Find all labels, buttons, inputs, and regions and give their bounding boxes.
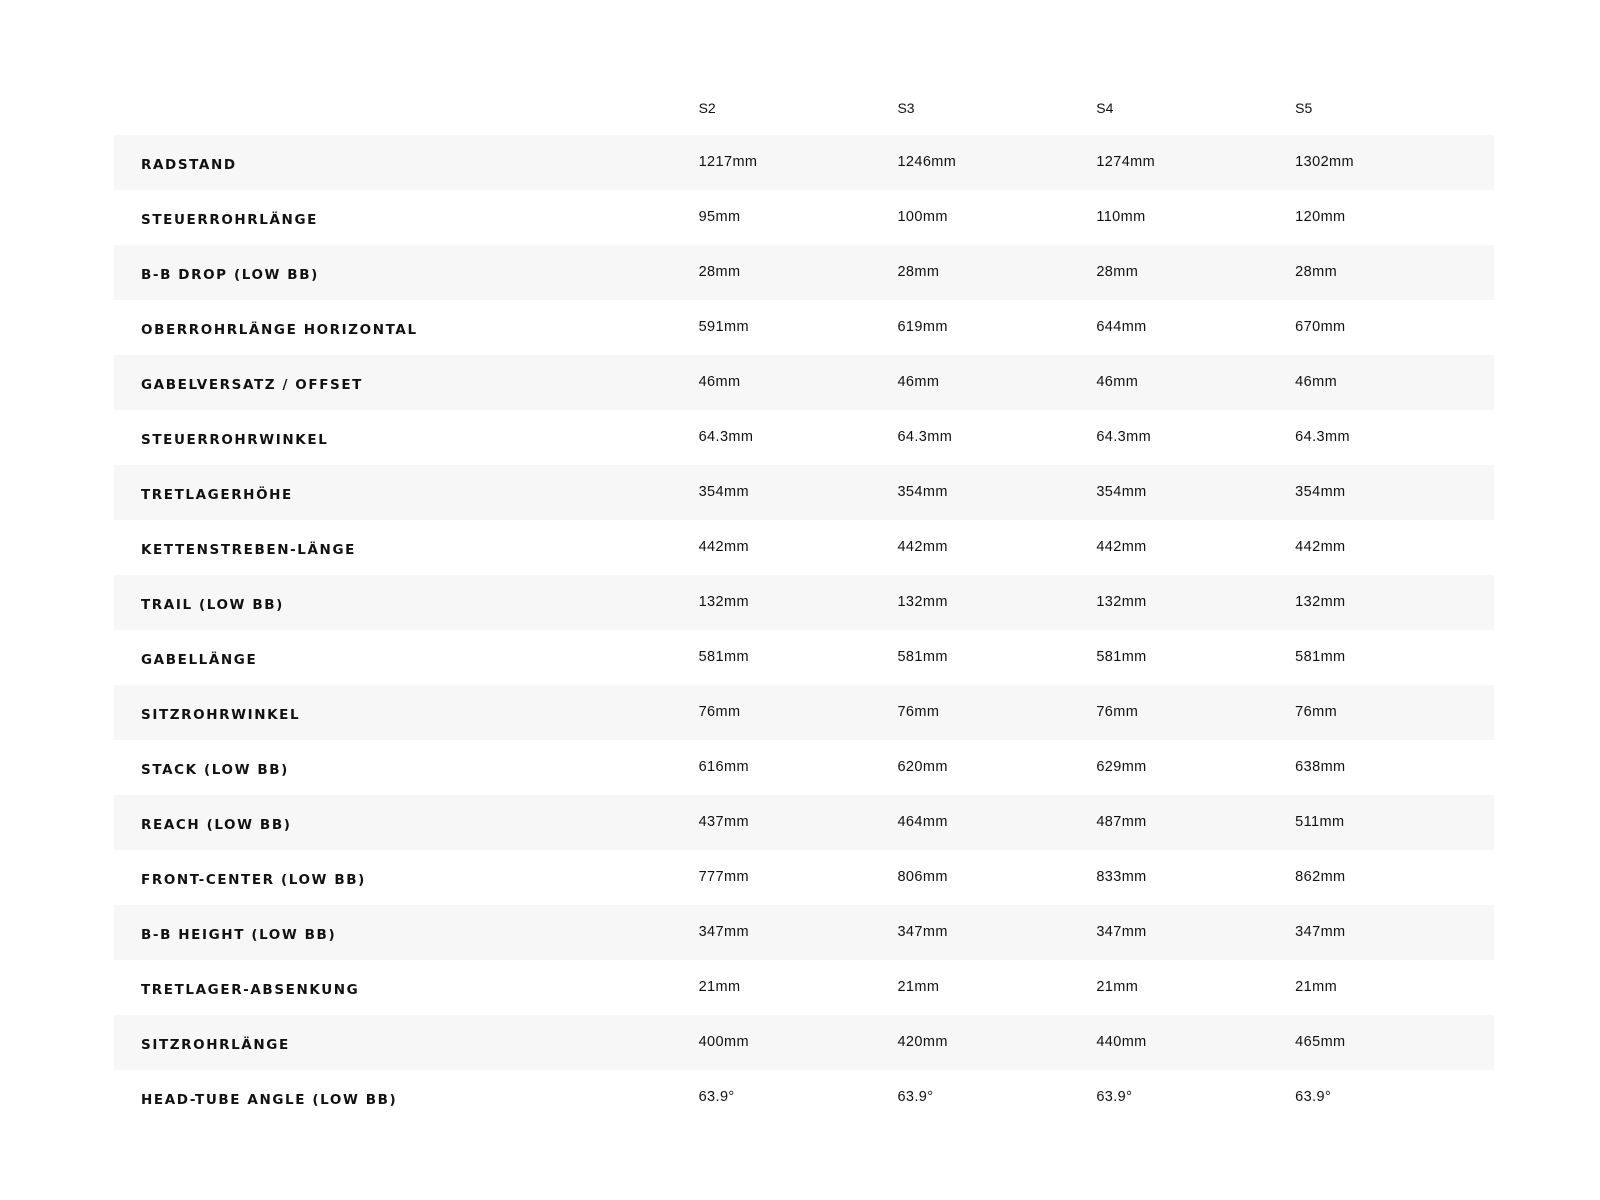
row-value-s5: 347mm	[1295, 923, 1346, 940]
row-value-s3: 76mm	[897, 703, 940, 720]
row-value-s3: 442mm	[897, 538, 948, 555]
row-value-s3: 354mm	[897, 483, 948, 500]
row-label: STEUERROHRWINKEL	[141, 431, 329, 448]
row-value-s2: 616mm	[698, 758, 749, 775]
row-value-s2: 400mm	[698, 1033, 749, 1050]
row-value-s4: 110mm	[1096, 208, 1146, 225]
row-value-s3: 100mm	[897, 208, 948, 225]
size-header-s2: S2	[698, 99, 716, 116]
row-value-s5: 862mm	[1295, 868, 1346, 885]
geometry-table	[114, 80, 1494, 1125]
size-header-s3: S3	[897, 99, 915, 116]
table-row	[114, 685, 1494, 740]
row-value-s5: 442mm	[1295, 538, 1346, 555]
row-value-s4: 1274mm	[1096, 153, 1156, 170]
row-label: B-B HEIGHT (LOW BB)	[141, 926, 337, 943]
row-value-s5: 511mm	[1295, 813, 1345, 830]
size-header-row	[114, 80, 1494, 135]
row-value-s4: 629mm	[1096, 758, 1147, 775]
table-row	[114, 245, 1494, 300]
row-value-s2: 63.9°	[698, 1088, 735, 1105]
table-row	[114, 630, 1494, 685]
row-value-s2: 442mm	[698, 538, 749, 555]
row-value-s3: 46mm	[897, 373, 940, 390]
row-value-s2: 591mm	[698, 318, 749, 335]
row-value-s4: 64.3mm	[1096, 428, 1152, 445]
table-row	[114, 1070, 1494, 1125]
row-value-s5: 46mm	[1295, 373, 1338, 390]
row-value-s4: 63.9°	[1096, 1088, 1133, 1105]
row-label: STEUERROHRLÄNGE	[141, 211, 318, 228]
row-value-s3: 63.9°	[897, 1088, 934, 1105]
row-label: FRONT-CENTER (LOW BB)	[141, 871, 366, 888]
table-row	[114, 355, 1494, 410]
row-value-s3: 464mm	[897, 813, 948, 830]
row-label: GABELVERSATZ / OFFSET	[141, 376, 363, 393]
row-value-s2: 777mm	[698, 868, 749, 885]
table-row	[114, 135, 1494, 190]
row-label: GABELLÄNGE	[141, 651, 258, 668]
row-label: KETTENSTREBEN-LÄNGE	[141, 541, 356, 558]
row-value-s2: 21mm	[698, 978, 741, 995]
row-value-s5: 670mm	[1295, 318, 1346, 335]
row-value-s4: 833mm	[1096, 868, 1147, 885]
row-value-s5: 1302mm	[1295, 153, 1354, 170]
table-row	[114, 410, 1494, 465]
row-value-s3: 420mm	[897, 1033, 948, 1050]
row-value-s3: 620mm	[897, 758, 948, 775]
row-label: TRAIL (LOW BB)	[141, 596, 284, 613]
row-label: B-B DROP (LOW BB)	[141, 266, 319, 283]
table-row	[114, 795, 1494, 850]
row-value-s2: 132mm	[698, 593, 749, 610]
table-row	[114, 520, 1494, 575]
row-label: TRETLAGER-ABSENKUNG	[141, 981, 360, 998]
row-value-s5: 21mm	[1295, 978, 1338, 995]
size-header-s5: S5	[1295, 99, 1313, 116]
row-value-s5: 465mm	[1295, 1033, 1346, 1050]
row-value-s3: 21mm	[897, 978, 940, 995]
row-value-s3: 132mm	[897, 593, 948, 610]
row-label: SITZROHRWINKEL	[141, 706, 301, 723]
table-row	[114, 1015, 1494, 1070]
row-value-s5: 76mm	[1295, 703, 1338, 720]
row-value-s5: 581mm	[1295, 648, 1346, 665]
row-value-s5: 63.9°	[1295, 1088, 1332, 1105]
row-label: OBERROHRLÄNGE HORIZONTAL	[141, 321, 418, 338]
row-value-s3: 347mm	[897, 923, 948, 940]
row-value-s2: 354mm	[698, 483, 749, 500]
row-value-s2: 46mm	[698, 373, 741, 390]
row-value-s4: 354mm	[1096, 483, 1147, 500]
table-row	[114, 740, 1494, 795]
row-value-s4: 28mm	[1096, 263, 1139, 280]
row-value-s3: 806mm	[897, 868, 948, 885]
table-row	[114, 465, 1494, 520]
row-value-s5: 64.3mm	[1295, 428, 1350, 445]
row-value-s3: 1246mm	[897, 153, 957, 170]
row-value-s4: 487mm	[1096, 813, 1147, 830]
geometry-rows	[114, 135, 1494, 1125]
row-label: RADSTAND	[141, 156, 237, 173]
row-value-s2: 1217mm	[698, 153, 758, 170]
row-value-s4: 347mm	[1096, 923, 1147, 940]
table-row	[114, 575, 1494, 630]
row-label: SITZROHRLÄNGE	[141, 1036, 290, 1053]
row-value-s4: 440mm	[1096, 1033, 1147, 1050]
row-value-s2: 95mm	[698, 208, 741, 225]
row-label: TRETLAGERHÖHE	[141, 486, 293, 503]
row-value-s2: 347mm	[698, 923, 749, 940]
row-value-s4: 21mm	[1096, 978, 1139, 995]
row-value-s2: 64.3mm	[698, 428, 754, 445]
row-label: STACK (LOW BB)	[141, 761, 289, 778]
row-value-s3: 619mm	[897, 318, 948, 335]
row-value-s5: 120mm	[1295, 208, 1346, 225]
row-value-s2: 76mm	[698, 703, 741, 720]
row-value-s4: 76mm	[1096, 703, 1139, 720]
row-value-s2: 437mm	[698, 813, 749, 830]
row-value-s3: 581mm	[897, 648, 948, 665]
table-row	[114, 960, 1494, 1015]
row-value-s5: 132mm	[1295, 593, 1346, 610]
table-row	[114, 190, 1494, 245]
row-value-s5: 28mm	[1295, 263, 1338, 280]
row-label: HEAD-TUBE ANGLE (LOW BB)	[141, 1091, 398, 1108]
row-value-s2: 581mm	[698, 648, 749, 665]
row-label: REACH (LOW BB)	[141, 816, 292, 833]
row-value-s2: 28mm	[698, 263, 741, 280]
row-value-s4: 442mm	[1096, 538, 1147, 555]
table-row	[114, 300, 1494, 355]
row-value-s5: 354mm	[1295, 483, 1346, 500]
row-value-s4: 644mm	[1096, 318, 1147, 335]
row-value-s3: 28mm	[897, 263, 940, 280]
row-value-s4: 132mm	[1096, 593, 1147, 610]
table-row	[114, 850, 1494, 905]
table-row	[114, 905, 1494, 960]
size-header-s4: S4	[1096, 99, 1114, 116]
row-value-s4: 581mm	[1096, 648, 1147, 665]
row-value-s5: 638mm	[1295, 758, 1346, 775]
row-value-s4: 46mm	[1096, 373, 1139, 390]
row-value-s3: 64.3mm	[897, 428, 953, 445]
